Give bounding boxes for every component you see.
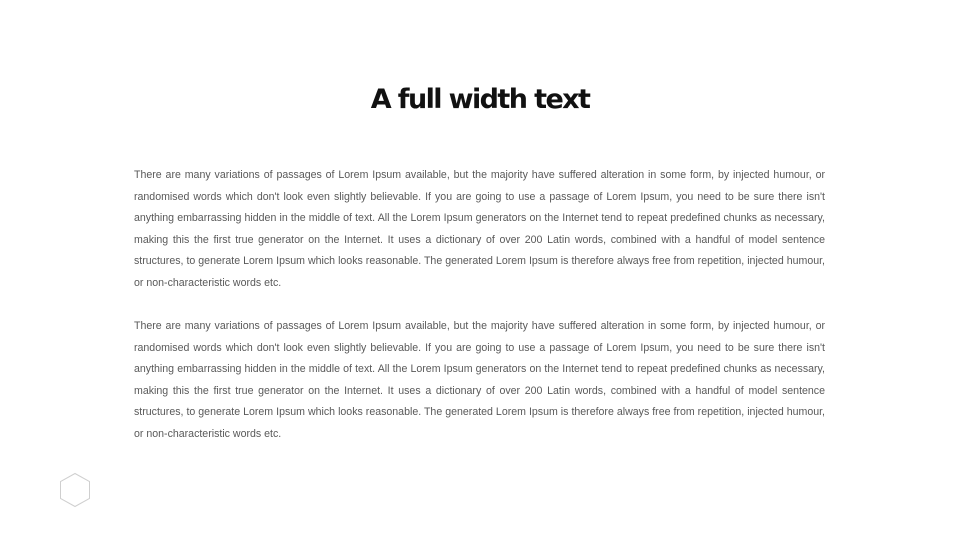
body-paragraph-2: There are many variations of passages of Lorem Ipsum available, but the majority have suffered alteration in some form, by injected humour, or randomised words which don't look even slightly believable. If you are going to use a passage of Lorem Ipsum, you need to be sure there isn't anything embarrassing hidden in the middle of text. All the Lorem Ipsum generators on the Internet tend to repeat predefined chunks as necessary, making this the first true generator on the Internet. It uses a dictionary of over 200 Latin words, combined with a handful of model sentence structures, to generate Lorem Ipsum which looks reasonable. The generated Lorem Ipsum is therefore always free from repetition, injected humour, or non-characteristic words etc. — [134, 320, 825, 440]
hexagon-outline-icon — [59, 472, 91, 508]
slide-title: A full width text — [370, 84, 590, 115]
body-paragraph-1: There are many variations of passages of Lorem Ipsum available, but the majority have suffered alteration in some form, by injected humour, or randomised words which don't look even slightly believable. If you are going to use a passage of Lorem Ipsum, you need to be sure there isn't anything embarrassing hidden in the middle of text. All the Lorem Ipsum generators on the Internet tend to repeat predefined chunks as necessary, making this the first true generator on the Internet. It uses a dictionary of over 200 Latin words, combined with a handful of model sentence structures, to generate Lorem Ipsum which looks reasonable. The generated Lorem Ipsum is therefore always free from repetition, injected humour, or non-characteristic words etc. — [134, 169, 825, 289]
